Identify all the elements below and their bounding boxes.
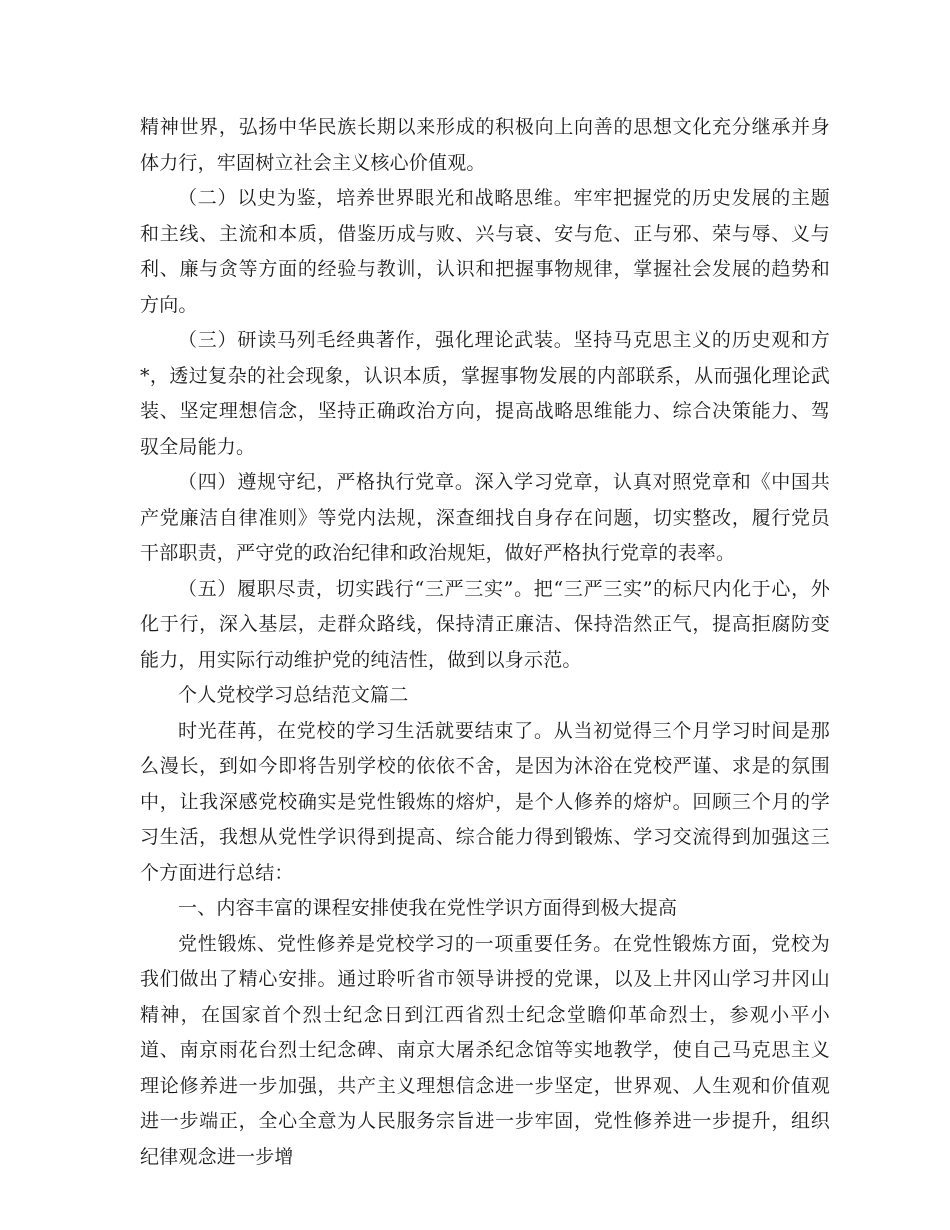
paragraph-intro: 时光荏苒，在党校的学习生活就要结束了。从当初觉得三个月学习时间是那么漫长，到如今即将告别学校的依依不舍，是因为沐浴在党校严谨、求是的氛围中，让我深感党校确实是党性锻炼的熔炉，是个人修养的熔炉。回顾三个月的学习生活，我想从党性学识得到提高、综合能力得到锻炼、学习交流得到加强这三个方面进行总结： <box>140 719 830 884</box>
section-title: 个人党校学习总结范文篇二 <box>178 684 409 706</box>
paragraph-point-5: （五）履职尽责，切实践行“三严三实”。把“三严三实”的标尺内化于心，外化于行，深入基层，走群众路线，保持清正廉洁、保持浩然正气，提高拒腐防变能力，用实际行动维护党的纯洁性，做到以身示范。 <box>140 577 830 671</box>
paragraph-point-3: （三）研读马列毛经典著作，强化理论武装。坚持马克思主义的历史观和方*，透过复杂的社会现象，认识本质，掌握事物发展的内部联系，从而强化理论武装、坚定理想信念，坚持正确政治方向，提高战略思维能力、综合决策能力、驾驭全局能力。 <box>140 329 830 458</box>
paragraph-continued: 精神世界，弘扬中华民族长期以来形成的积极向上向善的思想文化充分继承并身体力行，牢固树立社会主义核心价值观。 <box>140 116 830 174</box>
heading-one: 一、内容丰富的课程安排使我在党性学识方面得到极大提高 <box>178 897 678 919</box>
paragraph-point-2: （二）以史为鉴，培养世界眼光和战略思维。牢牢把握党的历史发展的主题和主线、主流和本质，借鉴历成与败、兴与衰、安与危、正与邪、荣与辱、义与利、廉与贪等方面的经验与教训，认识和把握事物规律，掌握社会发展的趋势和方向。 <box>140 187 830 316</box>
paragraph-point-4: （四）遵规守纪，严格执行党章。深入学习党章，认真对照党章和《中国共产党廉洁自律准则》等党内法规，深查细找自身存在问题，切实整改，履行党员干部职责，严守党的政治纪律和政治规矩，做好严格执行党章的表率。 <box>140 471 830 564</box>
paragraph-body-one: 党性锻炼、党性修养是党校学习的一项重要任务。在党性锻炼方面，党校为我们做出了精心安排。通过聆听省市领导讲授的党课，以及上井冈山学习井冈山精神，在国家首个烈士纪念日到江西省烈士纪念堂瞻仰革命烈士，参观小平小道、南京雨花台烈士纪念碑、南京大屠杀纪念馆等实地教学，使自己马克思主义理论修养进一步加强，共产主义理想信念进一步坚定，世界观、人生观和价值观进一步端正，全心全意为人民服务宗旨进一步牢固，党性修养进一步提升，组织纪律观念进一步增 <box>140 932 830 1168</box>
